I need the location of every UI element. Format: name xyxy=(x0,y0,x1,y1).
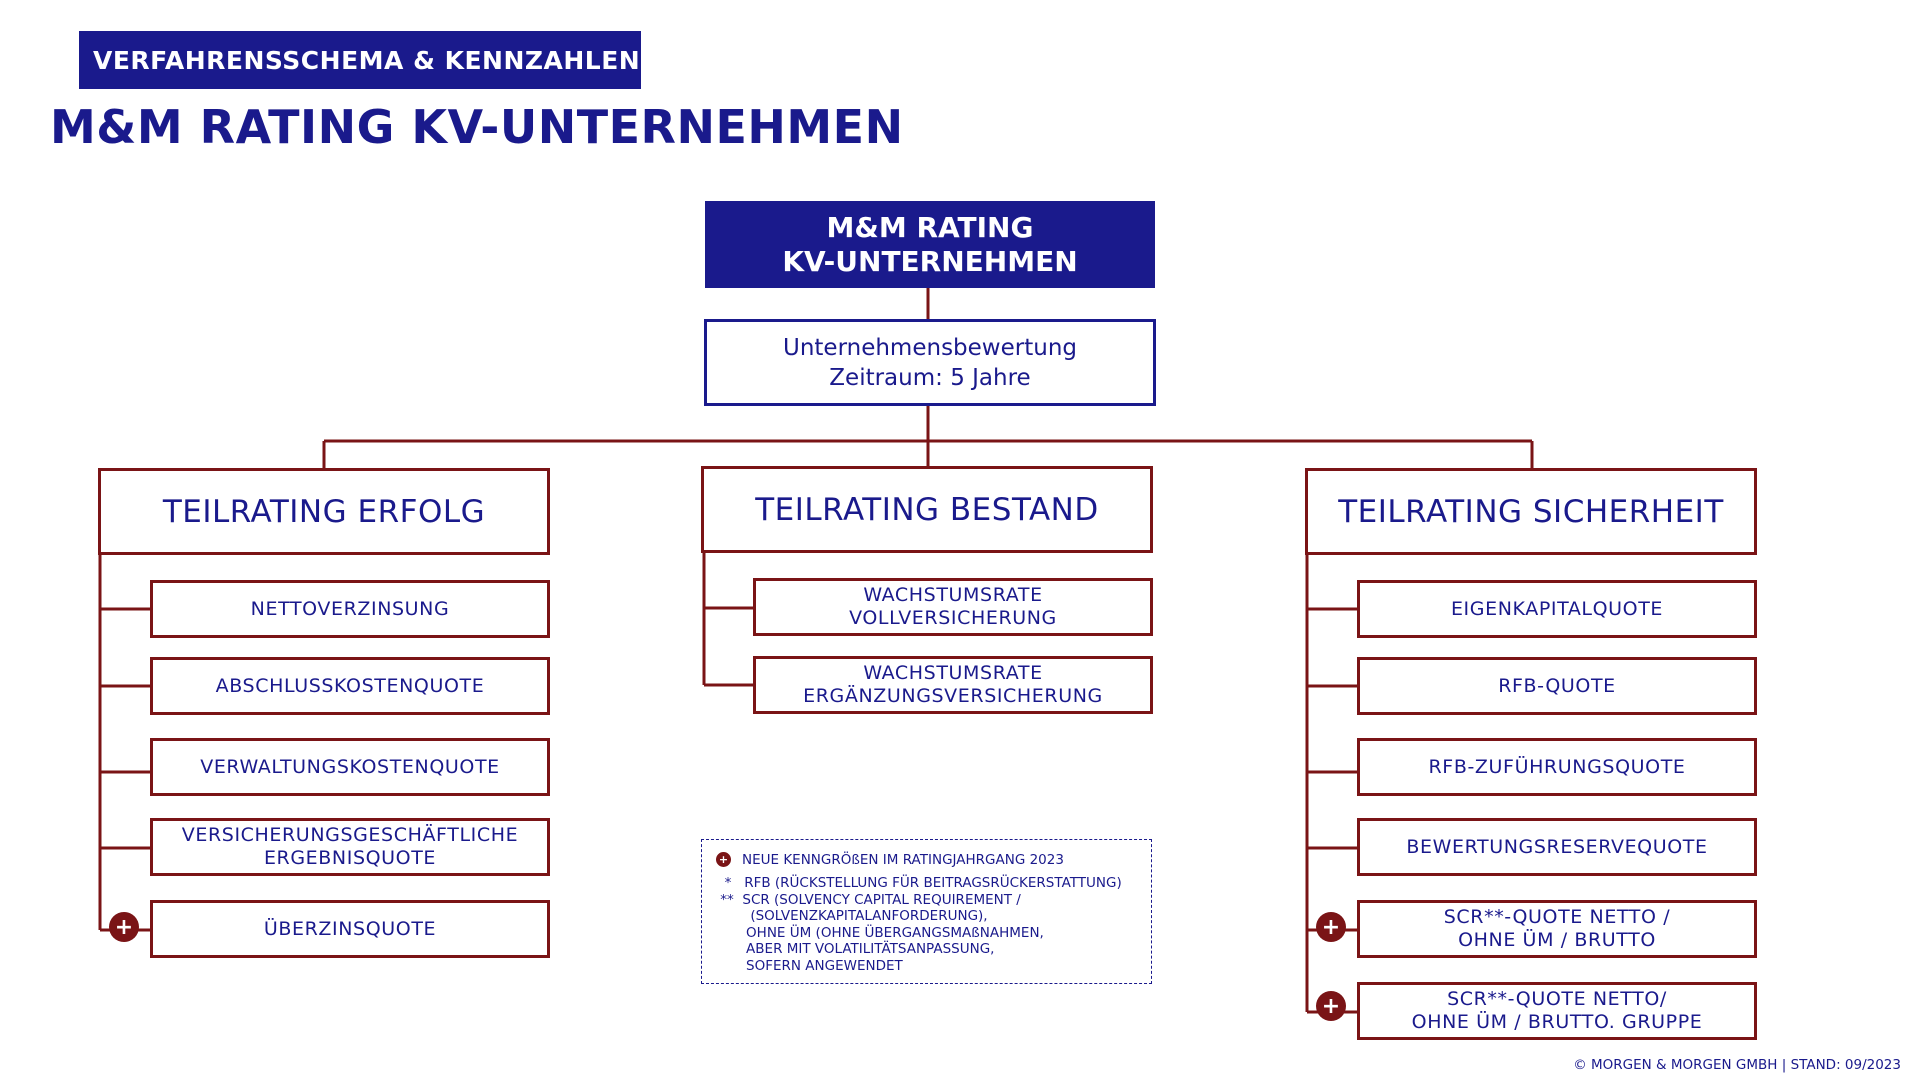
item-line: WACHSTUMSRATE xyxy=(863,662,1043,684)
page-title: M&M RATING KV-UNTERNEHMEN xyxy=(50,100,904,154)
item-wachstumsrate-vollversicherung xyxy=(753,578,1153,636)
item-line: ABSCHLUSSKOSTENQUOTE xyxy=(215,674,485,697)
evaluation-line-1: Unternehmensbewertung xyxy=(783,334,1077,361)
category-erfolg-title: TEILRATING ERFOLG xyxy=(162,493,486,530)
item-wachstumsrate-ergaenzungsversicherung xyxy=(753,656,1153,714)
item-line: SCR**-QUOTE NETTO/ xyxy=(1447,988,1667,1010)
item-eigenkapitalquote xyxy=(1357,580,1757,638)
evaluation-line-2: Zeitraum: 5 Jahre xyxy=(829,364,1031,391)
copyright: © MORGEN & MORGEN GMBH | STAND: 09/2023 xyxy=(1573,1057,1901,1073)
legend xyxy=(701,839,1152,984)
item-line: RFB-QUOTE xyxy=(1498,674,1616,697)
item-rfb-quote xyxy=(1357,657,1757,715)
legend-footnote-rfb: * RFB (RÜCKSTELLUNG FÜR BEITRAGSRÜCKERSTATTUNG) xyxy=(716,875,1122,891)
item-line: WACHSTUMSRATE xyxy=(863,584,1043,606)
item-line: RFB-ZUFÜHRUNGSQUOTE xyxy=(1428,755,1686,778)
item-line: SCR**-QUOTE NETTO / xyxy=(1443,906,1671,928)
item-abschlusskostenquote xyxy=(150,657,550,715)
category-sicherheit xyxy=(1305,468,1757,555)
root-line-2: KV-UNTERNEHMEN xyxy=(782,244,1078,278)
section-label: VERFAHRENSSCHEMA & KENNZAHLEN xyxy=(79,31,641,89)
item-nettoverzinsung xyxy=(150,580,550,638)
item-line: ERGEBNISQUOTE xyxy=(263,847,437,869)
category-bestand-title: TEILRATING BESTAND xyxy=(755,491,1099,528)
legend-footnote-scr: ** SCR (SOLVENCY CAPITAL REQUIREMENT / (SOLVENZKAPITALANFORDERUNG), OHNE ÜM (OHNE ÜBERGANGSMAßNAHMEN, ABER MIT VOLATILITÄTSANPASSUNG, SOFERN ANGEWENDET xyxy=(720,891,1044,974)
item-bewertungsreservequote xyxy=(1357,818,1757,876)
root-line-1: M&M RATING xyxy=(826,210,1034,244)
item-ueberzinsquote xyxy=(150,900,550,958)
new-metric-icon: + xyxy=(716,852,731,867)
item-line: VOLLVERSICHERUNG xyxy=(849,607,1057,629)
item-line: NETTOVERZINSUNG xyxy=(250,597,450,620)
new-metric-icon: + xyxy=(1316,912,1346,942)
new-metric-icon: + xyxy=(109,912,139,942)
item-scr-quote-netto xyxy=(1357,900,1757,958)
item-line: VERWALTUNGSKOSTENQUOTE xyxy=(200,755,500,778)
item-scr-quote-gruppe xyxy=(1357,982,1757,1040)
category-erfolg xyxy=(98,468,550,555)
item-line: EIGENKAPITALQUOTE xyxy=(1450,597,1664,620)
item-line: VERSICHERUNGSGESCHÄFTLICHE xyxy=(181,824,519,846)
item-verwaltungskostenquote xyxy=(150,738,550,796)
legend-new-label: NEUE KENNGRÖßEN IM RATINGJAHRGANG 2023 xyxy=(742,852,1064,868)
item-line: OHNE ÜM / BRUTTO xyxy=(1458,929,1656,951)
category-bestand xyxy=(701,466,1153,553)
item-line: BEWERTUNGSRESERVEQUOTE xyxy=(1406,835,1708,858)
new-metric-icon: + xyxy=(1316,991,1346,1021)
item-versicherungsgeschaeftliche-ergebnisquote xyxy=(150,818,550,876)
evaluation-node xyxy=(704,319,1156,406)
legend-new-row xyxy=(716,852,1137,868)
root-node xyxy=(705,201,1155,288)
item-line: OHNE ÜM / BRUTTO. GRUPPE xyxy=(1411,1011,1703,1033)
item-line: ERGÄNZUNGSVERSICHERUNG xyxy=(803,685,1103,707)
item-line: ÜBERZINSQUOTE xyxy=(263,917,437,940)
item-rfb-zufuehrungsquote xyxy=(1357,738,1757,796)
category-sicherheit-title: TEILRATING SICHERHEIT xyxy=(1338,493,1724,530)
